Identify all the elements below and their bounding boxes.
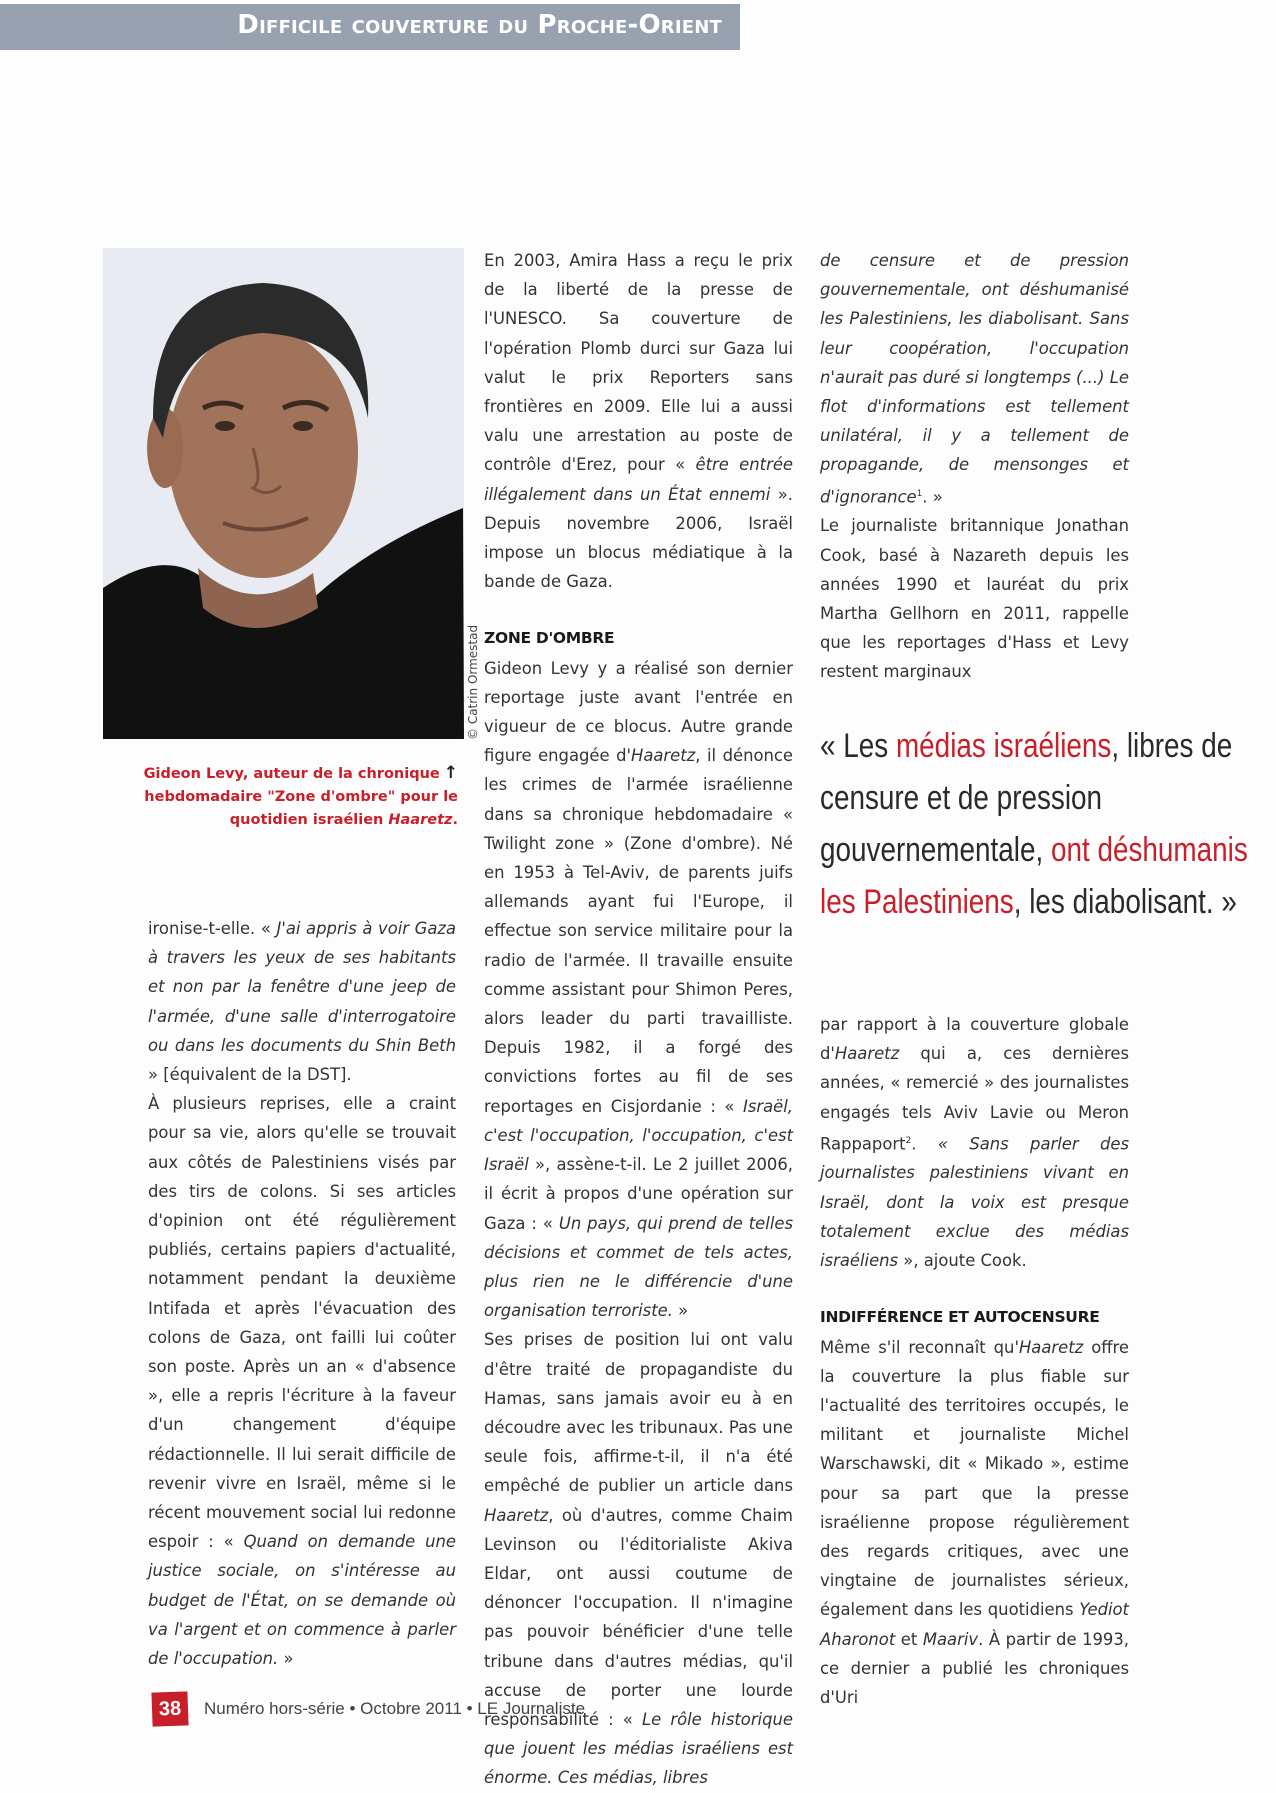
paragraph — [484, 654, 793, 1326]
pull-quote — [820, 720, 1263, 928]
text: Gideon Levy y a réalisé son dernier reportage juste avant l'entrée en vigueur de ce blocus. Autre grande figure engagée d' — [484, 658, 793, 766]
subheading-zone-dombre: ZONE D'OMBRE — [484, 629, 615, 648]
photo-credit: © Catrin Ormestad — [466, 624, 480, 740]
arrow-up-icon: ↑ — [443, 763, 458, 783]
paragraph — [148, 914, 456, 1089]
caption-line-1: Gideon Levy, auteur de la chronique — [143, 766, 440, 782]
text: et — [895, 1629, 923, 1649]
text: Même s'il reconnaît qu' — [820, 1337, 1019, 1357]
quote-text: Quand on demande une justice sociale, on s'intéresse au budget de l'État, on se demande où va l'argent et on commence à parler de l'occupation. — [148, 1532, 456, 1669]
pull-quote-highlight: ont déshumanis les Palestiniens — [820, 831, 1248, 921]
article-column-right-top — [820, 246, 1129, 687]
pull-quote-text: « Les — [820, 727, 896, 765]
text: » — [278, 1649, 294, 1669]
caption-period: . — [452, 812, 458, 828]
text: par rapport à la couverture globale d' — [820, 1015, 1129, 1064]
text: offre la couverture la plus fiable sur l'actualité des territoires occupés, le militant et journaliste Michel Warschawski, dit « Mikado », estime pour sa part que la presse israélienne propose régulièrement des regards critiques, avec une vingtaine de journalistes sérieux, également dans les quotidiens — [820, 1337, 1129, 1620]
page-number: 38 — [151, 1691, 188, 1726]
paragraph: Le journaliste britannique Jonathan Cook, basé à Nazareth depuis les années 1990 et lauréat du prix Martha Gellhorn en 2011, rappelle que les reportages d'Hass et Levy restent marginaux — [820, 516, 1129, 682]
text: À plusieurs reprises, elle a craint pour sa vie, alors qu'elle se trouvait aux côtés de Palestiniens visés par des tirs de colons. Si ses articles d'opinion ont été régulièrement publiés, certains papiers d'actualité, notamment pendant la deuxième Intifada et après l'évacuation des colons de Gaza, ont failli lui coûter son poste. Après un an « d'absence », elle a repris l'écriture à la faveur d'un changement d'équipe rédactionnelle. Il lui serait difficile de revenir vivre en Israël, même si le récent mouvement social lui redonne espoir : « — [148, 1094, 456, 1552]
photo-caption — [140, 762, 458, 832]
paragraph — [484, 246, 793, 596]
footnote-marker: 2 — [905, 1135, 912, 1146]
pull-quote-highlight: médias israéliens — [895, 727, 1112, 765]
newspaper-name: Maariv — [922, 1629, 979, 1649]
text: » [équivalent de la DST]. — [148, 1065, 352, 1085]
newspaper-name: Haaretz — [834, 1044, 900, 1064]
text: . » — [922, 487, 943, 507]
newspaper-name: Yediot Aharonot — [820, 1600, 1129, 1649]
text: En 2003, Amira Hass a reçu le prix de la liberté de la presse de l'UNESCO. Sa couverture de l'opération Plomb durci sur Gaza lui valut le prix Reporters sans frontières en 2009. Elle lui a aussi valu une arrestation au poste de contrôle d'Erez, pour « — [484, 251, 793, 475]
pull-quote-text: , les diabolisant. » — [1013, 883, 1237, 921]
paragraph — [820, 1010, 1129, 1275]
text: qui a, ces dernières années, « remercié » des journalistes engagés tels Aviv Lavie ou Meron Rappaport — [820, 1044, 1129, 1154]
quote-text: Le rôle historique que jouent les médias israéliens est énorme. Ces médias, libres — [484, 1709, 793, 1788]
text: », assène-t-il. Le 2 juillet 2006, il écrit à propos d'une opération sur Gaza : « — [484, 1155, 793, 1233]
caption-line-3: quotidien israélien — [229, 812, 389, 828]
text: . À partir de 1993, ce dernier a publié les chroniques d'Uri — [820, 1629, 1129, 1707]
pull-quote-text: , libres de censure et de pression gouvernementale, — [820, 727, 1233, 869]
quote-text: de censure et de pression gouvernementale, ont déshumanisé les Palestiniens, les diabolisant. Sans leur coopération, l'occupation n'aurait pas duré si longtemps (...) Le flot d'informations est tellement unilatéral, il y a tellement de propagande, de mensonges et d'ignorance — [820, 251, 1129, 507]
text: , où d'autres, comme Chaim Levinson ou l'éditorialiste Akiva Eldar, ont aussi coutume de dénoncer l'occupation. Il n'imagine pas pouvoir bénéficier d'une telle tribune dans d'autres médias, qu'il accuse de porter une lourde responsabilité : « — [484, 1505, 793, 1729]
newspaper-name: Haaretz — [1018, 1337, 1084, 1357]
paragraph — [820, 1333, 1129, 1713]
section-header-band — [0, 4, 740, 50]
paragraph — [484, 1325, 793, 1792]
text: », ajoute Cook. — [898, 1251, 1027, 1271]
caption-line-2: hebdomadaire "Zone d'ombre" pour le — [144, 789, 458, 805]
paragraph — [820, 246, 1129, 511]
text: . — [911, 1134, 938, 1154]
subheading-indifference: INDIFFÉRENCE ET AUTOCENSURE — [820, 1308, 1100, 1327]
footnote-marker: 1 — [916, 488, 923, 499]
paragraph — [148, 1089, 456, 1673]
portrait-photo — [103, 248, 464, 739]
quote-text: Un pays, qui prend de telles décisions et commet de tels actes, plus rien ne le différencie d'une organisation terroriste. — [484, 1213, 793, 1321]
quote-text: Israël, c'est l'occupation, l'occupation, c'est Israël — [484, 1096, 793, 1175]
quote-text: J'ai appris à voir Gaza à travers les yeux de ses habitants et non par la fenêtre d'une jeep de l'armée, d'une salle d'interrogatoire ou dans les documents du Shin Beth — [148, 919, 457, 1055]
portrait-illustration — [103, 248, 464, 739]
newspaper-name: Haaretz — [631, 746, 696, 766]
text: , il dénonce les crimes de l'armée israélienne dans sa chronique hebdomadaire « Twilight zone » (Zone d'ombre). Né en 1953 à Tel-Aviv, de parents juifs allemands ayant fui l'Europe, il effectue son service militaire pour la radio de l'armée. Il travaille ensuite comme assistant pour Shimon Peres, alors leader du parti travailliste. Depuis 1982, il a forgé des convictions fortes au fil de ses reportages en Cisjordanie : « — [484, 746, 793, 1116]
quote-text: « Sans parler des journalistes palestiniens vivant en Israël, dont la voix est presque totalement exclue des médias israéliens — [820, 1134, 1130, 1271]
article-column-left — [148, 914, 456, 1673]
article-column-right-bottom — [820, 1010, 1129, 1712]
text: Ses prises de position lui ont valu d'être traité de propagandiste du Hamas, sans jamais avoir eu à en découdre avec les tribunaux. Pas une seule fois, affirme-t-il, il n'a été empêché de publier un article dans — [484, 1330, 793, 1496]
publication-info: Numéro hors-série • Octobre 2011 • LE Journaliste — [204, 1699, 586, 1718]
section-title: Difficile couverture du Proche-Orient — [237, 10, 722, 40]
article-column-middle — [484, 246, 793, 1793]
quote-text: être entrée illégalement dans un État ennemi — [484, 455, 793, 504]
newspaper-name: Haaretz — [484, 1505, 549, 1525]
text: ». Depuis novembre 2006, Israël impose un blocus médiatique à la bande de Gaza. — [484, 484, 793, 592]
caption-newspaper-name: Haaretz — [388, 812, 453, 828]
text: ironise-t-elle. « — [148, 919, 277, 938]
text: » — [672, 1301, 689, 1321]
